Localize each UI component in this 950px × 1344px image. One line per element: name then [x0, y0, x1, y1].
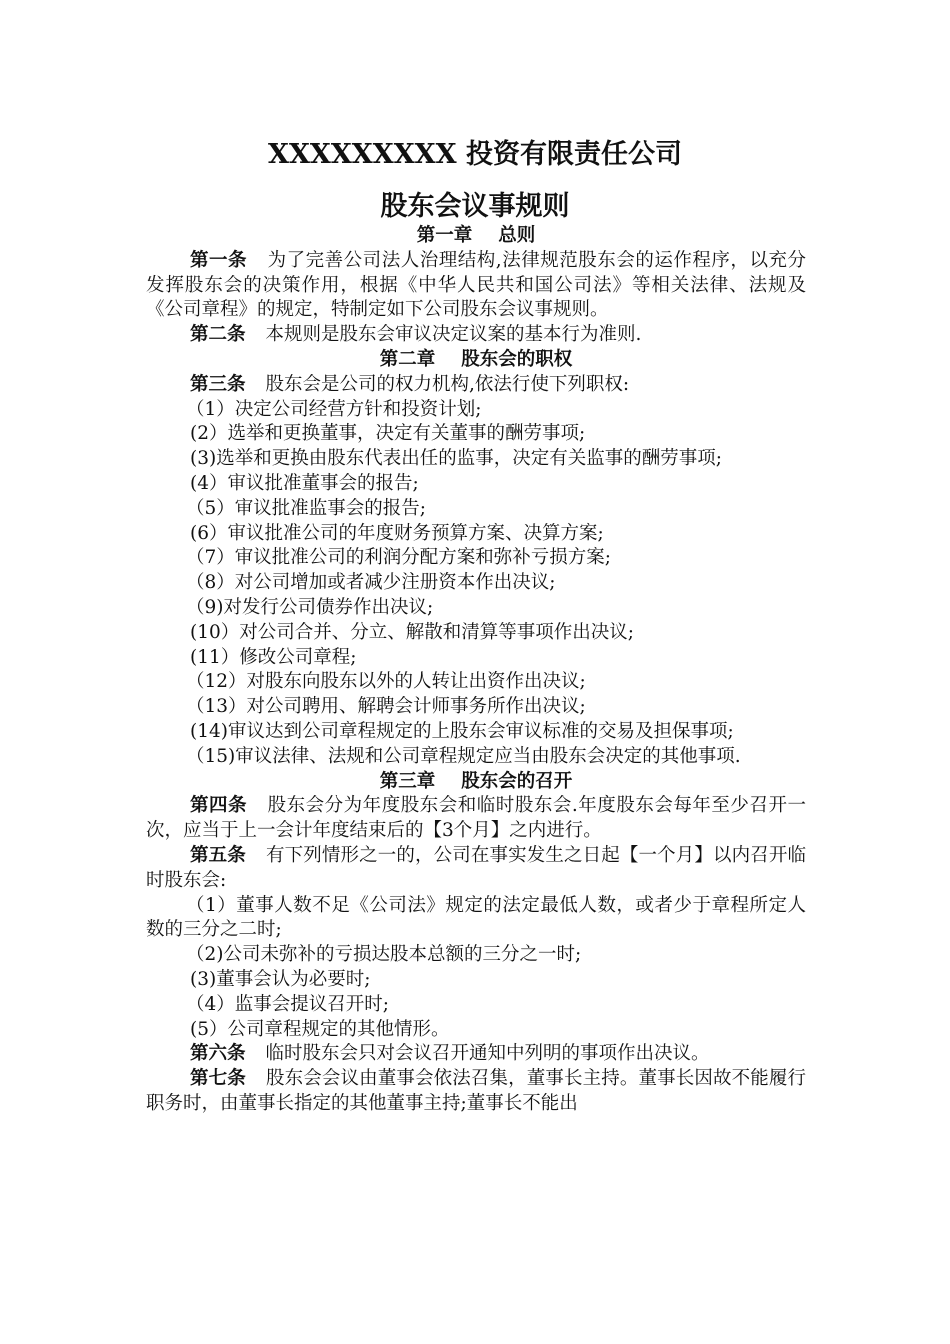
list-item: （8）对公司增加或者减少注册资本作出决议; — [186, 572, 556, 594]
list-item: （13）对公司聘用、解聘会计师事务所作出决议; — [186, 696, 586, 718]
chapter-heading: 第一章 总则 — [416, 225, 536, 246]
article-1: 第一条 为了完善公司法人治理结构,法律规范股东会的运作程序，以充分发挥股东会的决策作用，根据《中华人民共和国公司法》等相关法律、法规及《公司章程》的规定，特制定如下公司股东会议事规则。 — [146, 249, 806, 321]
document-body — [146, 224, 806, 1117]
article-label: 第七条 — [190, 1068, 246, 1090]
list-item: （2)公司未弥补的亏损达股本总额的三分之一时; — [186, 944, 582, 966]
company-title: XXXXXXXXX 投资有限责任公司 — [268, 139, 682, 170]
list-item: (14)审议达到公司章程规定的上股东会审议标准的交易及担保事项; — [190, 720, 734, 742]
list-item: （4）监事会提议召开时; — [186, 993, 390, 1015]
article-7: 第七条 股东会会议由董事会依法召集，董事长主持。董事长因故不能履行职务时，由董事长指定的其他董事主持;董事长不能出 — [146, 1068, 806, 1114]
article-label: 第四条 — [190, 795, 248, 817]
document-title: 股东会议事规则 — [380, 191, 570, 222]
article-label: 第六条 — [190, 1043, 246, 1065]
list-item: （9)对发行公司债券作出决议; — [186, 596, 434, 618]
list-item: (11）修改公司章程; — [190, 646, 357, 668]
article-6: 第六条 临时股东会只对会议召开通知中列明的事项作出决议。 — [190, 1043, 710, 1065]
chapter-heading: 第二章 股东会的职权 — [379, 348, 573, 370]
article-4: 第四条 股东会分为年度股东会和临时股东会.年度股东会每年至少召开一次，应当于上一会计年度结束后的【3个月】之内进行。 — [146, 795, 806, 842]
list-item: （5）审议批准监事会的报告; — [186, 497, 427, 519]
list-item: （15)审议法律、法规和公司章程规定应当由股东会决定的其他事项. — [186, 745, 741, 767]
list-item: (2）选举和更换董事，决定有关董事的酬劳事项; — [190, 423, 586, 445]
article-2: 第二条 本规则是股东会审议决定议案的基本行为准则. — [190, 324, 642, 346]
list-item: （12）对股东向股东以外的人转让出资作出决议; — [186, 671, 586, 693]
list-item: (6）审议批准公司的年度财务预算方案、决算方案; — [190, 522, 604, 544]
list-item: （7）审议批准公司的利润分配方案和弥补亏损方案; — [186, 547, 612, 569]
article-label: 第一条 — [190, 249, 248, 271]
article-3: 第三条 股东会是公司的权力机构,依法行使下列职权: — [190, 373, 630, 395]
list-item: (3)董事会认为必要时; — [190, 968, 371, 990]
article-label: 第五条 — [190, 844, 246, 866]
article-5: 第五条 有下列情形之一的，公司在事实发生之日起【一个月】以内召开临时股东会: — [146, 844, 806, 891]
list-item: (4）审议批准董事会的报告; — [190, 472, 419, 494]
article-label: 第三条 — [190, 373, 246, 395]
list-item: (5）公司章程规定的其他情形。 — [190, 1018, 450, 1040]
list-item: （1）董事人数不足《公司法》规定的法定最低人数，或者少于章程所定人数的三分之二时; — [146, 894, 806, 941]
list-item: (10）对公司合并、分立、解散和清算等事项作出决议; — [190, 621, 634, 643]
chapter-heading: 第三章 股东会的召开 — [379, 770, 573, 792]
article-label: 第二条 — [190, 324, 246, 346]
list-item: （1）决定公司经营方针和投资计划; — [186, 398, 482, 420]
list-item: (3)选举和更换由股东代表出任的监事，决定有关监事的酬劳事项; — [190, 448, 722, 470]
